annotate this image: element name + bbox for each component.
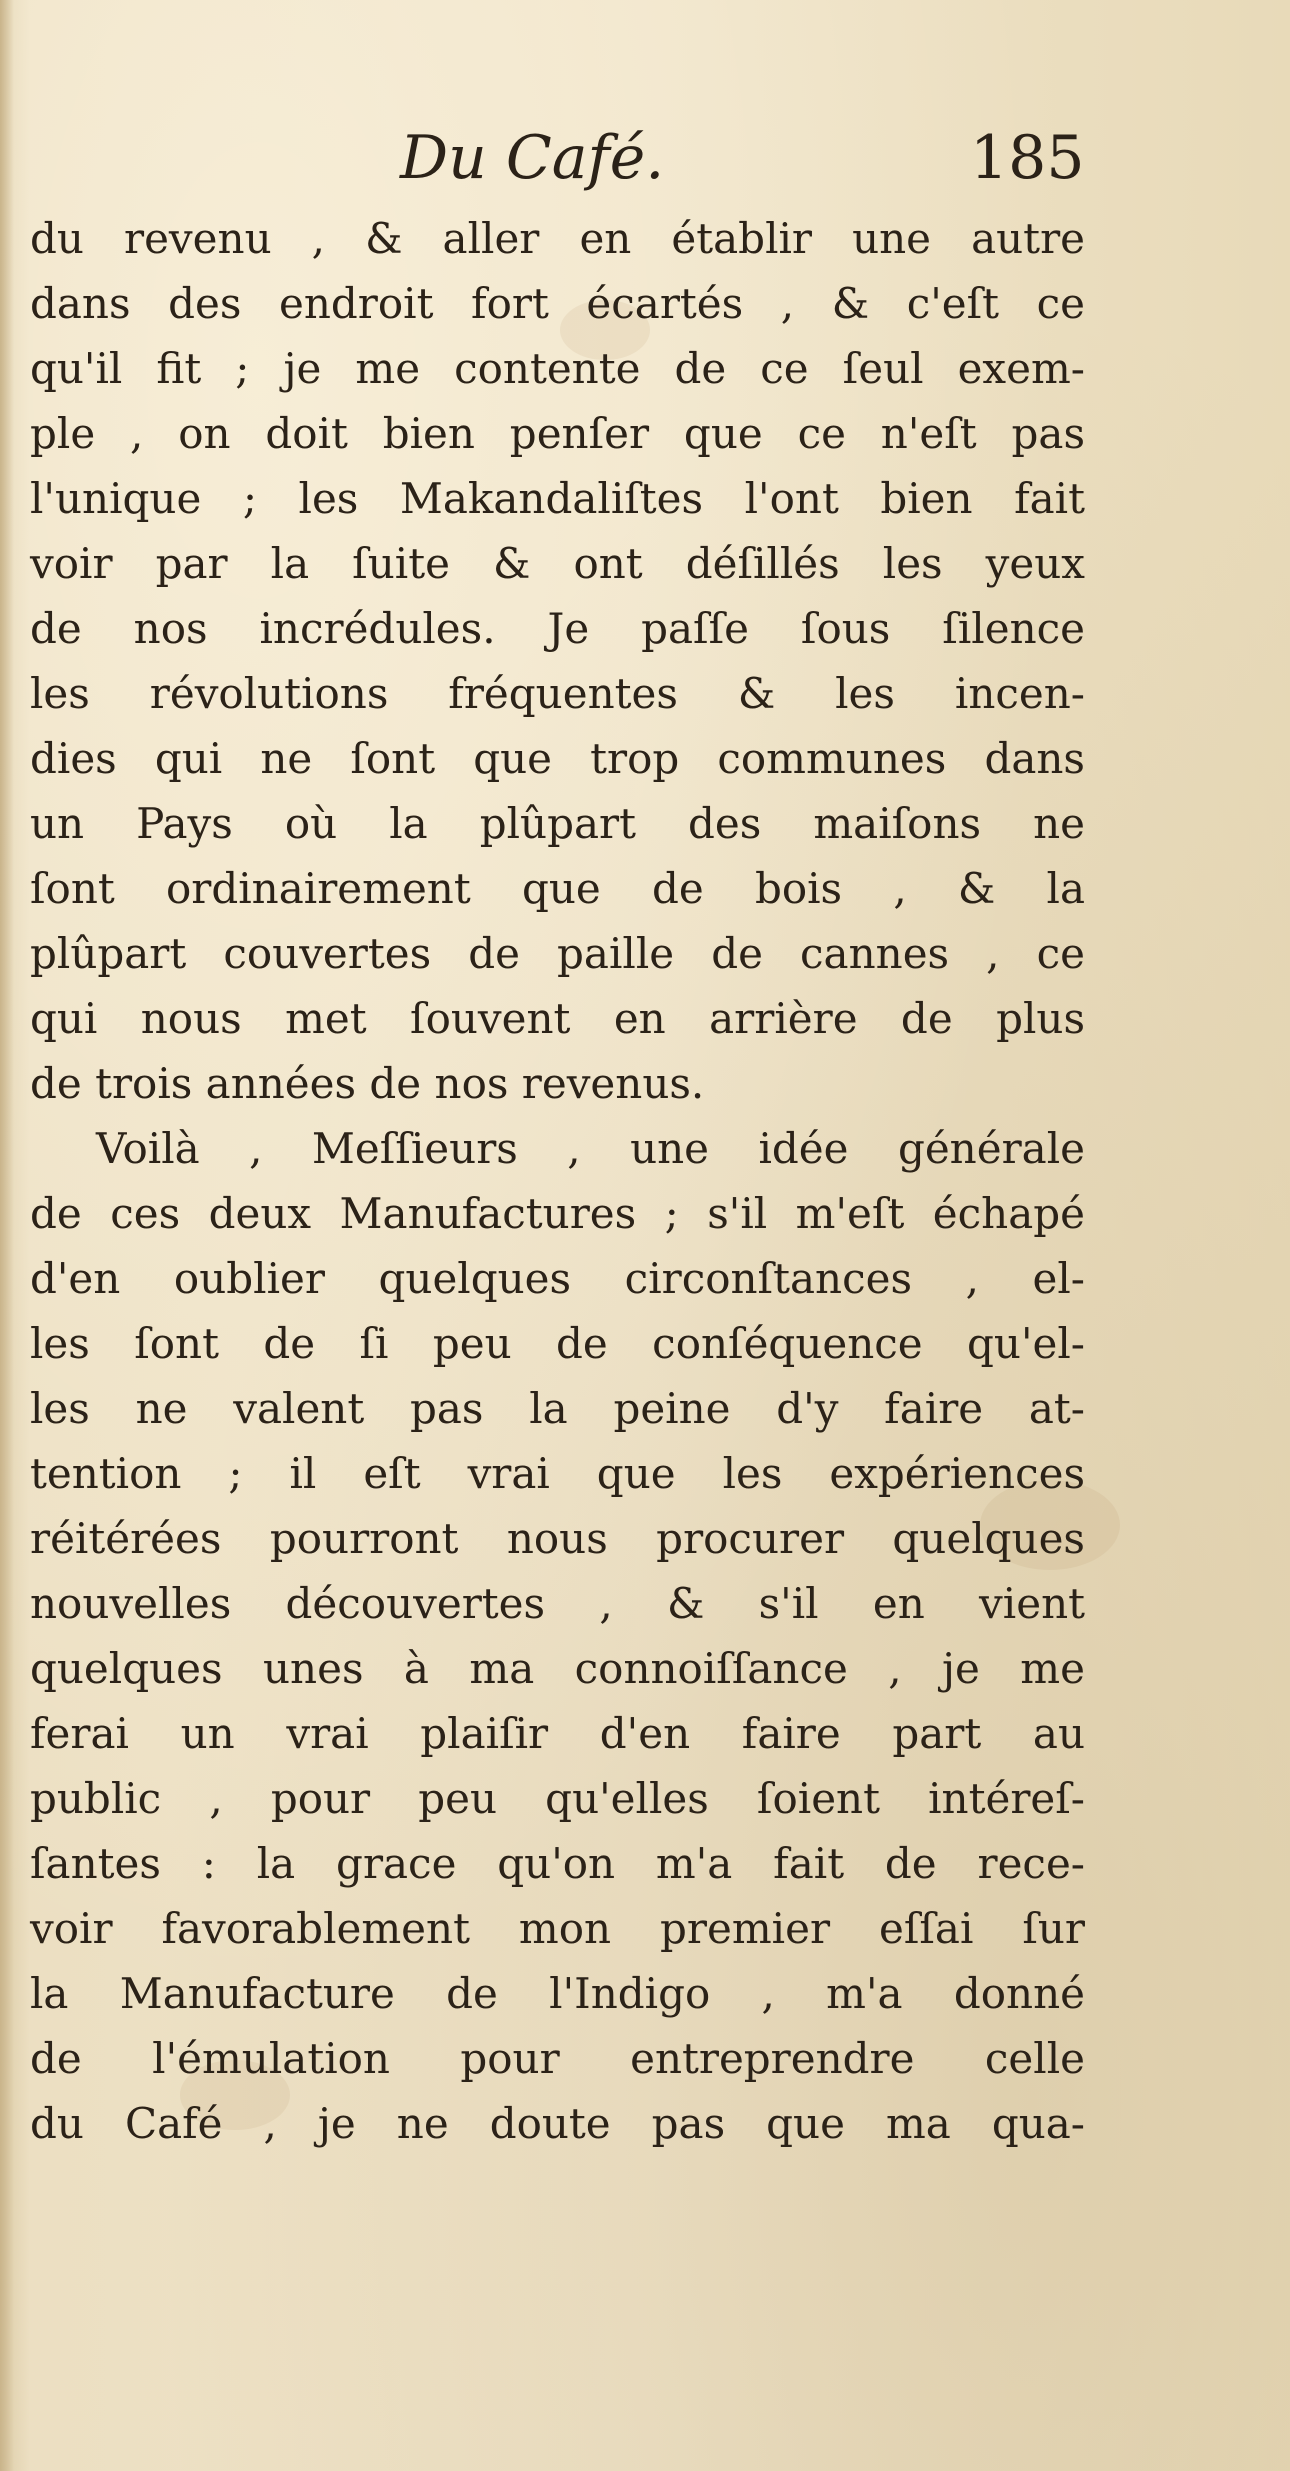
text-line: de l'émulation pour entreprendre celle <box>30 2034 1085 2083</box>
text-line: dies qui ne ſont que trop communes dans <box>30 734 1085 783</box>
text-line: voir favorablement mon premier eſſai ſur <box>30 1904 1085 1953</box>
text-line: tention ; il eſt vrai que les expériences <box>30 1449 1085 1498</box>
text-line: de trois années de nos revenus. <box>30 1059 705 1108</box>
running-header <box>0 118 1290 198</box>
text-line: d'en oublier quelques circonſtances , el- <box>30 1254 1085 1303</box>
text-line: de nos incrédules. Je paſſe ſous ſilence <box>30 604 1085 653</box>
text-line: qui nous met ſouvent en arrière de plus <box>30 994 1085 1043</box>
page-number: 185 <box>970 123 1085 193</box>
text-line: du Café , je ne doute pas que ma qua- <box>30 2099 1085 2148</box>
body-text <box>30 206 1085 2156</box>
text-line: du revenu , & aller en établir une autre <box>30 214 1085 263</box>
text-line: qu'il fit ; je me contente de ce ſeul exem- <box>30 344 1085 393</box>
text-line: plûpart couvertes de paille de cannes , ce <box>30 929 1085 978</box>
text-line: public , pour peu qu'elles ſoient intéreſ- <box>30 1774 1085 1823</box>
text-line: réitérées pourront nous procurer quelques <box>30 1514 1085 1563</box>
text-line: ſont ordinairement que de bois , & la <box>30 864 1085 913</box>
text-line: dans des endroit fort écartés , & c'eſt ce <box>30 279 1085 328</box>
text-line: les ſont de ſi peu de conſéquence qu'el- <box>30 1319 1085 1368</box>
text-line: ple , on doit bien penſer que ce n'eſt pas <box>30 409 1085 458</box>
running-title: Du Café. <box>400 123 665 193</box>
text-line: la Manufacture de l'Indigo , m'a donné <box>30 1969 1085 2018</box>
text-line: ſantes : la grace qu'on m'a fait de rece- <box>30 1839 1085 1888</box>
text-line: un Pays où la plûpart des maiſons ne <box>30 799 1085 848</box>
text-line: les ne valent pas la peine d'y faire at- <box>30 1384 1085 1433</box>
text-line: l'unique ; les Makandaliſtes l'ont bien fait <box>30 474 1085 523</box>
text-line: quelques unes à ma connoiſſance , je me <box>30 1644 1085 1693</box>
text-line: nouvelles découvertes , & s'il en vient <box>30 1579 1085 1628</box>
text-line: de ces deux Manufactures ; s'il m'eſt échapé <box>30 1189 1085 1238</box>
text-line: les révolutions fréquentes & les incen- <box>30 669 1085 718</box>
text-line: voir par la ſuite & ont déſillés les yeux <box>30 539 1085 588</box>
text-line: ferai un vrai plaiſir d'en faire part au <box>30 1709 1085 1758</box>
text-line: Voilà , Meſſieurs , une idée générale <box>96 1124 1085 1173</box>
page-gutter-shadow <box>0 0 14 2471</box>
